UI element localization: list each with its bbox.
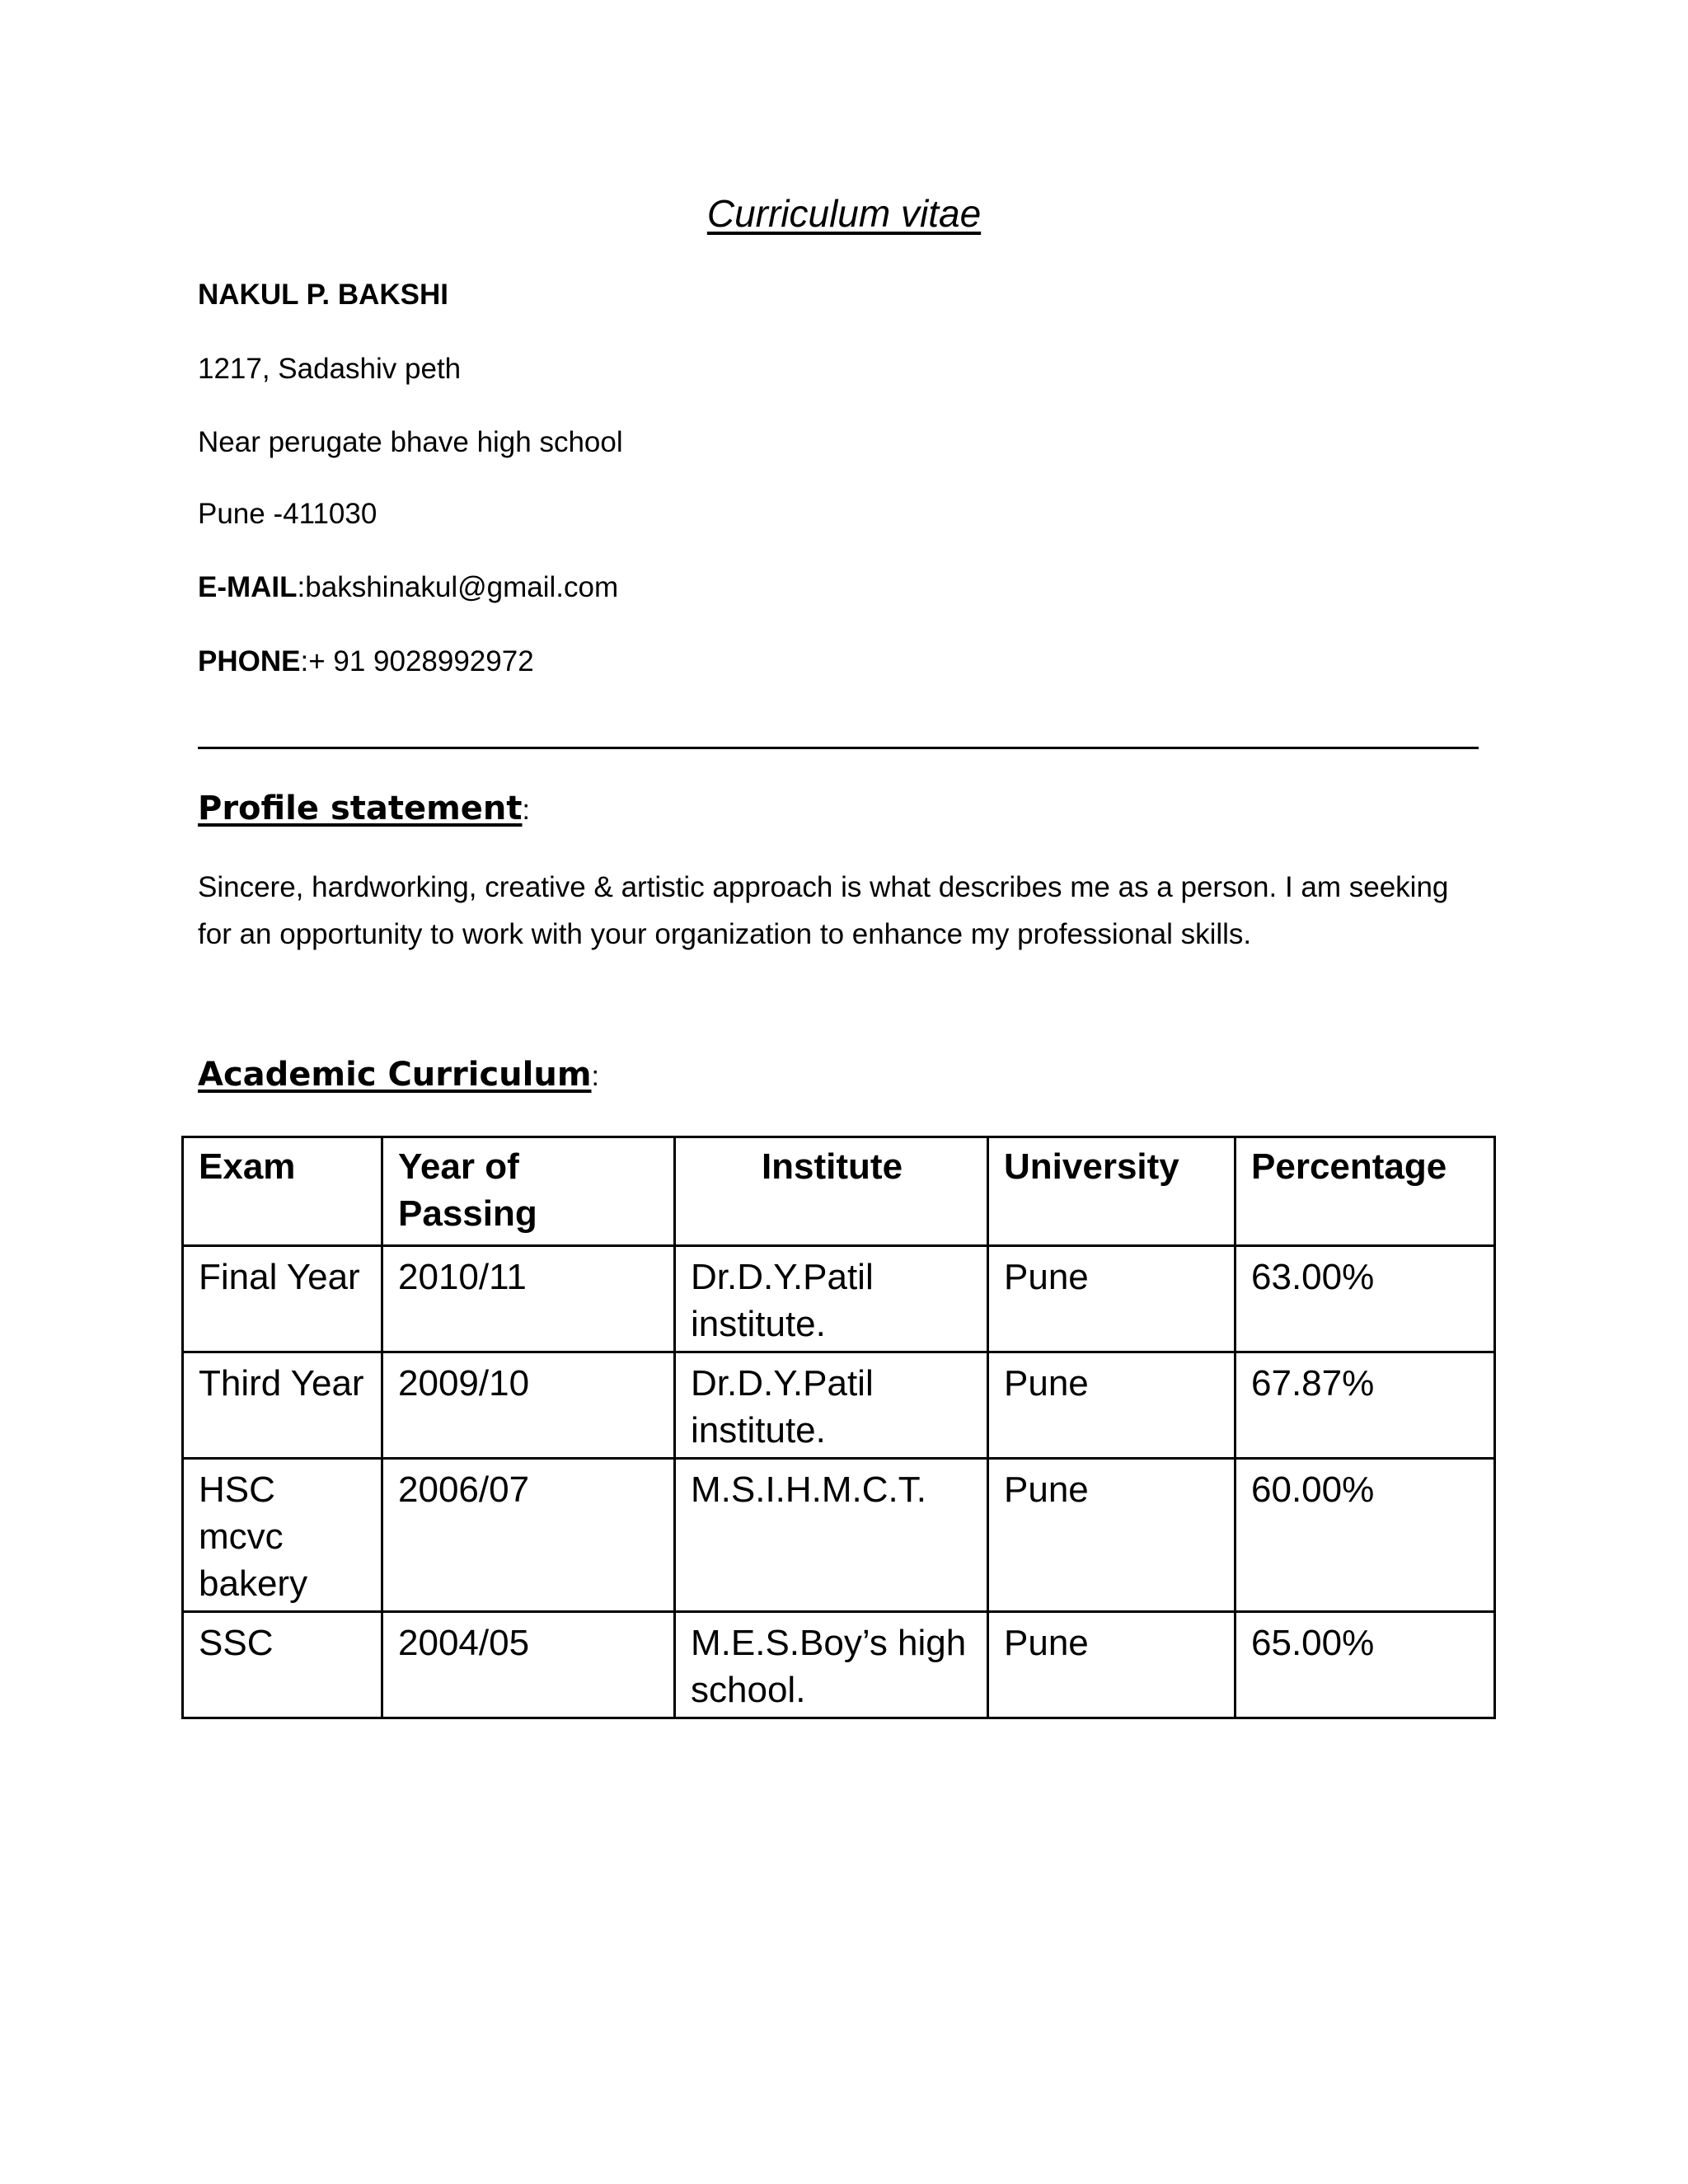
cell-year: 2009/10	[382, 1352, 675, 1459]
address-line-2: Near perugate bhave high school	[198, 426, 623, 458]
cell-exam: HSC mcvc bakery	[183, 1459, 382, 1612]
email-line	[198, 571, 618, 604]
phone-value: :+ 91 9028992972	[300, 645, 534, 677]
profile-statement: Sincere, hardworking, creative & artistic approach is what describes me as a person. I am seeking for an opportunity to work with your organization to enhance my professional skills.	[198, 871, 1449, 950]
cell-year: 2010/11	[382, 1246, 675, 1352]
table-header-row	[183, 1137, 1495, 1246]
cell-year: 2004/05	[382, 1612, 675, 1718]
header-year-of-passing: Year of Passing	[382, 1137, 675, 1246]
cell-university: Pune	[988, 1459, 1236, 1612]
document-title: Curriculum vitae	[706, 192, 982, 235]
cell-percentage: 60.00%	[1236, 1459, 1495, 1612]
cell-university: Pune	[988, 1246, 1236, 1352]
profile-heading	[198, 790, 530, 827]
phone-label: PHONE	[198, 645, 301, 677]
cell-institute: M.E.S.Boy’s high school.	[675, 1612, 988, 1718]
table-row	[183, 1459, 1495, 1612]
academic-heading-colon: :	[591, 1061, 599, 1092]
table-row	[183, 1612, 1495, 1718]
cell-exam: SSC	[183, 1612, 382, 1718]
academic-table	[181, 1136, 1496, 1719]
address-line-1: 1217, Sadashiv peth	[198, 353, 462, 385]
phone-line	[198, 645, 534, 678]
cell-percentage: 67.87%	[1236, 1352, 1495, 1459]
cell-university: Pune	[988, 1612, 1236, 1718]
academic-heading-text: Academic Curriculum	[198, 1056, 592, 1094]
cell-year: 2006/07	[382, 1459, 675, 1612]
email-value: :bakshinakul@gmail.com	[297, 571, 619, 603]
cell-institute: Dr.D.Y.Patil institute.	[675, 1352, 988, 1459]
academic-heading	[198, 1056, 599, 1094]
email-label: E-MAIL	[198, 571, 298, 603]
table-row	[183, 1246, 1495, 1352]
header-exam: Exam	[183, 1137, 382, 1246]
cell-percentage: 63.00%	[1236, 1246, 1495, 1352]
cell-percentage: 65.00%	[1236, 1612, 1495, 1718]
address-line-3: Pune -411030	[198, 498, 377, 530]
candidate-name: NAKUL P. BAKSHI	[198, 279, 449, 311]
horizontal-divider	[198, 747, 1479, 749]
cell-exam: Final Year	[183, 1246, 382, 1352]
profile-heading-text: Profile statement	[198, 790, 523, 827]
profile-heading-colon: :	[522, 794, 530, 826]
header-institute: Institute	[675, 1137, 988, 1246]
cell-institute: M.S.I.H.M.C.T.	[675, 1459, 988, 1612]
cell-university: Pune	[988, 1352, 1236, 1459]
table-row	[183, 1352, 1495, 1459]
cell-exam: Third Year	[183, 1352, 382, 1459]
header-university: University	[988, 1137, 1236, 1246]
cell-institute: Dr.D.Y.Patil institute.	[675, 1246, 988, 1352]
header-percentage: Percentage	[1236, 1137, 1495, 1246]
